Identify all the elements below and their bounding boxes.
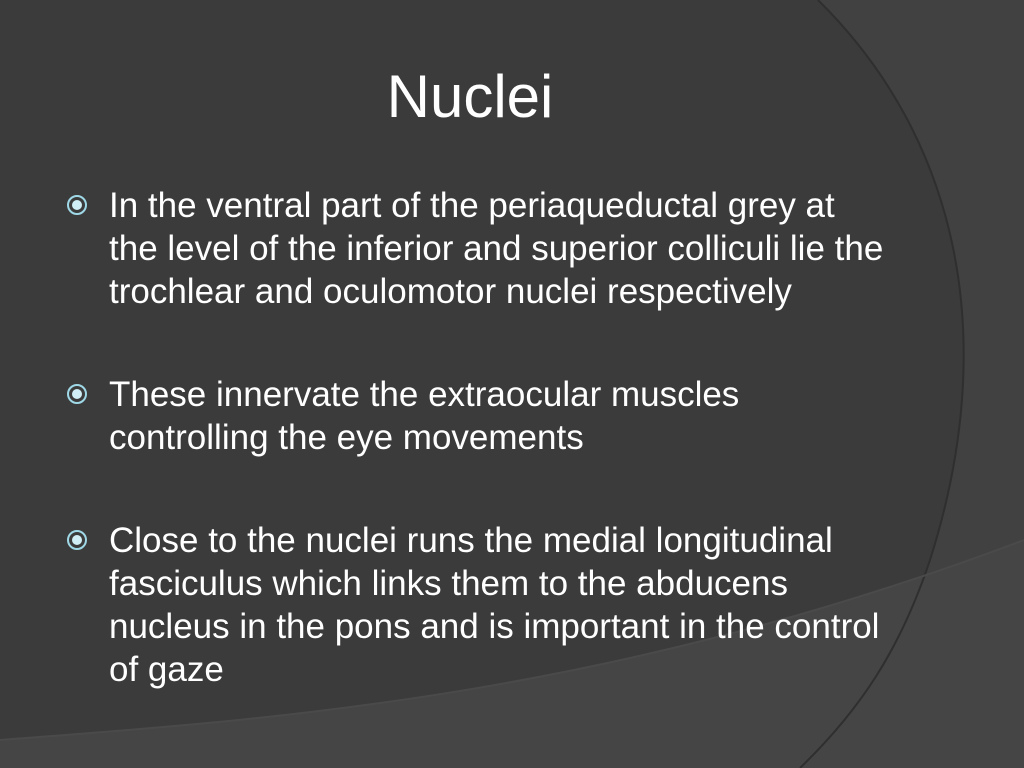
bullet-item xyxy=(66,519,886,691)
bullet-text: In the ventral part of the periaqueductal grey at the level of the inferior and superior colliculi lie the trochlear and oculomotor nuclei respectively xyxy=(109,186,884,311)
circle-bullet-icon xyxy=(66,529,88,551)
bullet-list xyxy=(66,184,886,691)
circle-bullet-icon xyxy=(66,194,88,216)
slide-title: Nuclei xyxy=(386,63,554,130)
circle-bullet-icon xyxy=(66,383,88,405)
bullet-item xyxy=(66,373,886,459)
bullet-text: Close to the nuclei runs the medial longitudinal fasciculus which links them to the abducens nucleus in the pons and is important in the control of gaze xyxy=(109,521,880,689)
bullet-item xyxy=(66,184,886,313)
bullet-text: These innervate the extraocular muscles controlling the eye movements xyxy=(109,375,740,457)
